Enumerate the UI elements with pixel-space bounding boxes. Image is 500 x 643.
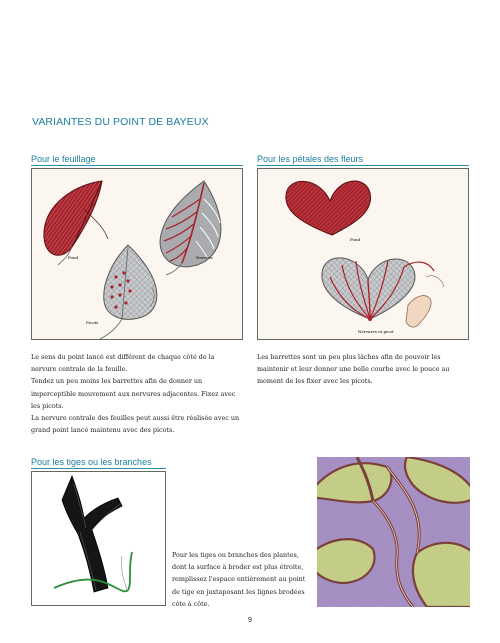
foliage-paragraph-1: Le sens du point lancé est différent de chaque côté de la nervure centrale de la feuille. — [31, 353, 215, 374]
stems-text — [172, 549, 312, 610]
stems-heading-rule — [31, 468, 166, 469]
page-number: 9 — [248, 617, 252, 624]
foliage-paragraph-2: Tendez un peu moins les barrettes afin de donner un imperceptible mouvement aux nervures adjacentes. Fixez avec les picots. — [31, 377, 236, 410]
petals-text — [257, 351, 469, 388]
petals-paragraph: Les barrettes sont un peu plus lâches afin de pouvoir les maintenir et leur donner une belle courbe avec le pouce au moment de les fixer avec les picots. — [257, 353, 450, 386]
foliage-heading: Pour le feuillage — [31, 154, 96, 164]
label-fond: Fond — [68, 255, 79, 260]
petals-illustration — [257, 168, 469, 340]
stems-heading: Pour les tiges ou les branches — [31, 457, 152, 467]
foliage-paragraph-3: La nervure centrale des feuilles peut aussi être réalisée avec un grand point lancé maintenu avec des picots. — [31, 414, 240, 435]
stems-paragraph: Pour les tiges ou branches des plantes, dont la surface à broder est plus étroite, remplissez l'espace entièrement au point de tige en juxtaposant les lignes brodées côte à côte. — [172, 551, 306, 608]
leaf-red-icon — [44, 181, 108, 265]
petals-heading-rule — [257, 165, 469, 166]
leaf-picots-icon — [100, 245, 157, 339]
label-petal-fond: Fond — [350, 237, 361, 242]
foliage-heading-rule — [31, 165, 243, 166]
label-nervures-picot: Nervures et picot — [358, 329, 394, 334]
leaf-grey-veined-icon — [160, 181, 221, 275]
branch-icon — [54, 476, 132, 592]
petals-heading: Pour les pétales des fleurs — [257, 154, 364, 164]
label-picots: Picots — [86, 320, 99, 325]
page-title: VARIANTES DU POINT DE BAYEUX — [32, 116, 209, 128]
foliage-illustration — [31, 168, 243, 340]
stems-illustration — [31, 471, 166, 606]
embroidery-photo — [317, 457, 470, 607]
heart-petal-icon — [286, 181, 371, 235]
foliage-text — [31, 351, 241, 436]
label-nervure: Nervure — [196, 255, 213, 260]
